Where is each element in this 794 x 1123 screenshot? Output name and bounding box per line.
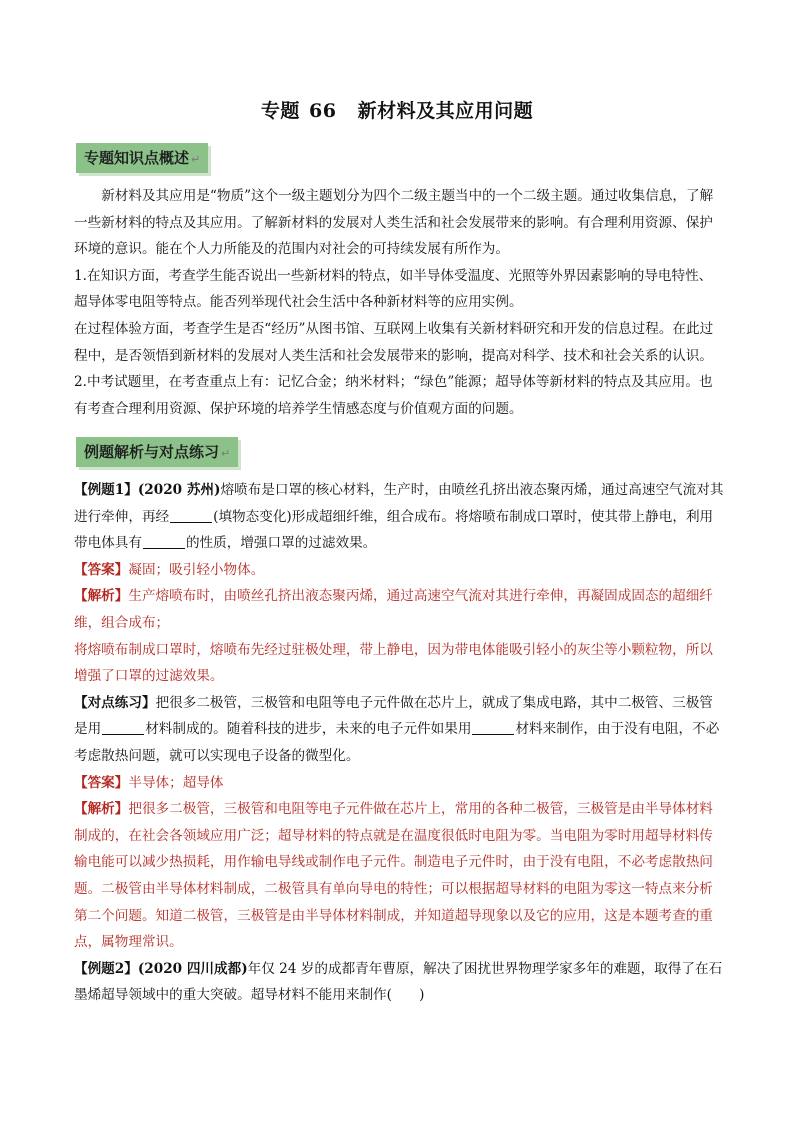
overview-paragraph-3: 在过程体验方面，考查学生是否“经历”从图书馆、互联网上收集有关新材料研究和开发的信息过程。在此过程中，是否领悟到新材料的发展对人类生活和社会发展带来的影响，提高对科学、技术和社会关系的认识。 [74,320,714,364]
overview-paragraph-2: 1.在知识方面，考查学生能否说出一些新材料的特点，如半导体受温度、光照等外界因素影响的导电特性、超导体零电阻等特点。能否列举现代社会生活中各种新材料等的应用实例。 [74,267,713,311]
paragraph-mark: ↵ [221,447,231,460]
paragraph-mark: ↵ [191,153,201,166]
example-2-source: (2020 四川成都) [137,960,248,977]
answer-text: 凝固；吸引轻小物体。 [128,561,265,578]
section-examples-label: 例题解析与对点练习 [84,443,220,461]
example-1-analysis-2: 将熔喷布制成口罩时，熔喷布先经过驻极处理，带上静电，因为带电体能吸引轻小的灰尘等小颗粒物，所以增强了口罩的过滤效果。 [74,641,713,685]
example-1-text-b: (填物态变化)形成超细纤维，组合成布。将熔喷布制成口罩时，使其带上静电，利用带电体具有 [74,508,714,552]
example-2-text: 年仅 24 岁的成都青年曹原，解决了困扰世界物理学家多年的难题，取得了在石墨烯超导领域中的重大突破。超导材料不能用来制作( ) [74,960,723,1004]
practice-1-text-a: 把很多二极管，三极管和电阻等电子元件做在芯片上，就成了集成电路，其中二极管、三极管是用 [74,694,713,738]
example-2-question [74,956,724,1009]
practice-1-question [74,690,724,770]
examples-text [74,477,724,1009]
analysis-label: 【解析】 [74,801,129,818]
section-header-examples [76,437,238,467]
title-prefix: 专题 [260,100,300,122]
practice-1-label: 【对点练习】 [74,694,156,711]
answer-blank [143,533,185,549]
practice-1-text-b: 材料制成的。随着科技的进步，未来的电子元件如果用 [145,721,472,738]
practice-1-text-c: 材料来制作，由于没有电阻，不必考虑散热问题，就可以实现电子设备的微型化。 [74,721,720,764]
title-text: 新材料及其应用问题 [357,100,534,122]
overview-paragraph-1: 新材料及其应用是“物质”这个一级主题划分为四个二级主题当中的一个二级主题。通过收集信息，了解一些新材料的特点及其应用。了解新材料的发展对人类生活和社会发展带来的影响。有合理利用资源、保护环境的意识。能在个人力所能及的范围内对社会的可持续发展有所作为。 [74,188,714,258]
overview-text [74,183,724,422]
practice-1-analysis [74,796,724,956]
answer-blank [472,719,514,735]
example-1-question [74,477,724,557]
example-1-answer [74,557,724,584]
answer-label: 【答案】 [74,561,129,578]
overview-paragraph-4: 2.中考试题里，在考查重点上有：记忆合金；纳米材料；“绿色”能源；超导体等新材料的特点及其应用。也有考查合理利用资源、保护环境的培养学生情感态度与价值观方面的问题。 [74,374,713,417]
section-header-overview [76,143,208,173]
answer-label: 【答案】 [74,774,129,791]
page-title [0,96,794,123]
analysis-text: 生产熔喷布时，由喷丝孔挤出液态聚丙烯，通过高速空气流对其进行牵伸，再凝固成固态的超细纤维，组合成布； [74,588,713,631]
section-overview-label: 专题知识点概述 [84,149,190,167]
example-1-source: (2020 苏州) [137,482,221,498]
example-1-analysis [74,583,724,636]
example-1-label: 【例题1】 [74,482,138,498]
practice-1-answer [74,770,724,797]
analysis-text: 把很多二极管，三极管和电阻等电子元件做在芯片上，常用的各种二极管，三极管是由半导体材料制成的，在社会各领域应用广泛；超导材料的特点就是在温度很低时电阻为零。当电阻为零时用超导材料传输电能可以减少热损耗，用作输电导线或制作电子元件。制造电子元件时，由于没有电阻，不必考虑散热问题。二极管由半导体材料制成，二极管具有单向导电的特性；可以根据超导材料的电阻为零这一特点来分析第二个问题。知道二极管，三极管是由半导体材料制成，并知道超导现象以及它的应用，这是本题考查的重点，属物理常识。 [74,801,713,951]
title-number: 66 [309,100,337,122]
example-1-text-a: 熔喷布是口罩的核心材料，生产时，由喷丝孔挤出液态聚丙烯，通过高速空气流对其进行牵伸，再经 [74,482,724,525]
analysis-label: 【解析】 [74,588,129,605]
answer-blank [102,719,144,735]
example-2-label: 【例题2】 [74,960,138,977]
answer-blank [170,507,212,523]
example-1-text-c: 的性质，增强口罩的过滤效果。 [185,535,377,552]
answer-text: 半导体；超导体 [128,774,224,791]
